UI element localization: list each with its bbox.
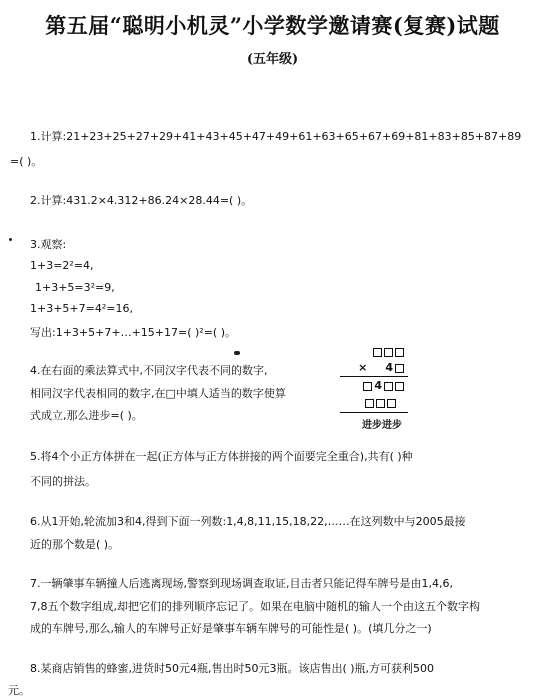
blank-box [384,348,393,357]
blank-box [373,348,382,357]
blank-box [376,399,385,408]
grade-subtitle: (五年级) [246,52,299,67]
question-8-line-1: 8.某商店销售的蜂蜜,进货时50元4瓶,售出时50元3瓶。该店售出( )瓶,方可获利500 [30,662,435,675]
puzzle-row-partial-2 [365,397,396,409]
puzzle-row-multiplicand [373,346,404,358]
question-7-line-2: 7,8五个数字组成,却把它们的排列顺序忘记了。如果在电脑中随机的输人一个由这五个数字构 [30,600,480,613]
blank-box [363,382,372,391]
puzzle-rule [340,412,408,413]
stray-mark [234,351,240,355]
puzzle-row-partial-1 [363,380,404,392]
question-3-line-4: 1+3+5+7=4²=16, [30,302,133,315]
page-title: 第五届“聪明小机灵”小学数学邀请赛(复赛)试题 [45,13,500,38]
stray-mark [9,238,12,241]
question-3-line-5: 写出:1+3+5+7+…+15+17=( )²=( )。 [30,326,236,339]
puzzle-digit-4: 4 [385,361,393,374]
times-sign: × [358,361,368,374]
question-1-line-2: =( )。 [10,155,43,168]
blank-box [395,364,404,373]
question-6-line-1: 6.从1开始,轮流加3和4,得到下面一列数:1,4,8,11,15,18,22,……在这列数中与2005最接 [30,515,466,528]
question-1-line-1: 1.计算:21+23+25+27+29+41+43+45+47+49+61+63+65+67+69+81+83+85+87+89 [30,130,522,143]
blank-box [387,399,396,408]
question-7-line-3: 成的车牌号,那么,输人的车牌号正好是肇事车辆车牌号的可能性是( )。(填几分之一) [30,622,432,635]
question-4-line-2: 相同汉字代表相同的数字,在□中填人适当的数字使算 [30,387,286,400]
question-7-line-1: 7.一辆肇事车辆撞人后逃离现场,警察到现场调查取证,目击者只能记得车牌号是由1,4,6, [30,577,453,590]
puzzle-digit-4: 4 [374,379,382,392]
question-4-line-3: 式成立,那么进步=( )。 [30,409,143,422]
question-6-line-2: 近的那个数是( )。 [30,538,120,551]
question-5-line-1: 5.将4个小正方体拼在一起(正方体与正方体拼接的两个面要完全重合),共有( )种 [30,450,413,463]
question-3-line-3: 1+3+5=3²=9, [35,281,115,294]
multiplication-puzzle [338,346,408,438]
blank-box [395,348,404,357]
puzzle-rule [340,376,408,377]
blank-box [384,382,393,391]
puzzle-result: 进步进步 [362,420,402,431]
blank-box [395,382,404,391]
blank-box [365,399,374,408]
question-3-line-2: 1+3=2²=4, [30,259,94,272]
question-5-line-2: 不同的拼法。 [30,475,96,488]
question-8-line-2: 元。 [8,684,30,697]
puzzle-row-multiplier [358,362,404,374]
question-2-line-1: 2.计算:431.2×4.312+86.24×28.44=( )。 [30,194,253,207]
question-3-line-1: 3.观察: [30,238,67,251]
question-4-line-1: 4.在右面的乘法算式中,不同汉字代表不同的数字, [30,364,268,377]
